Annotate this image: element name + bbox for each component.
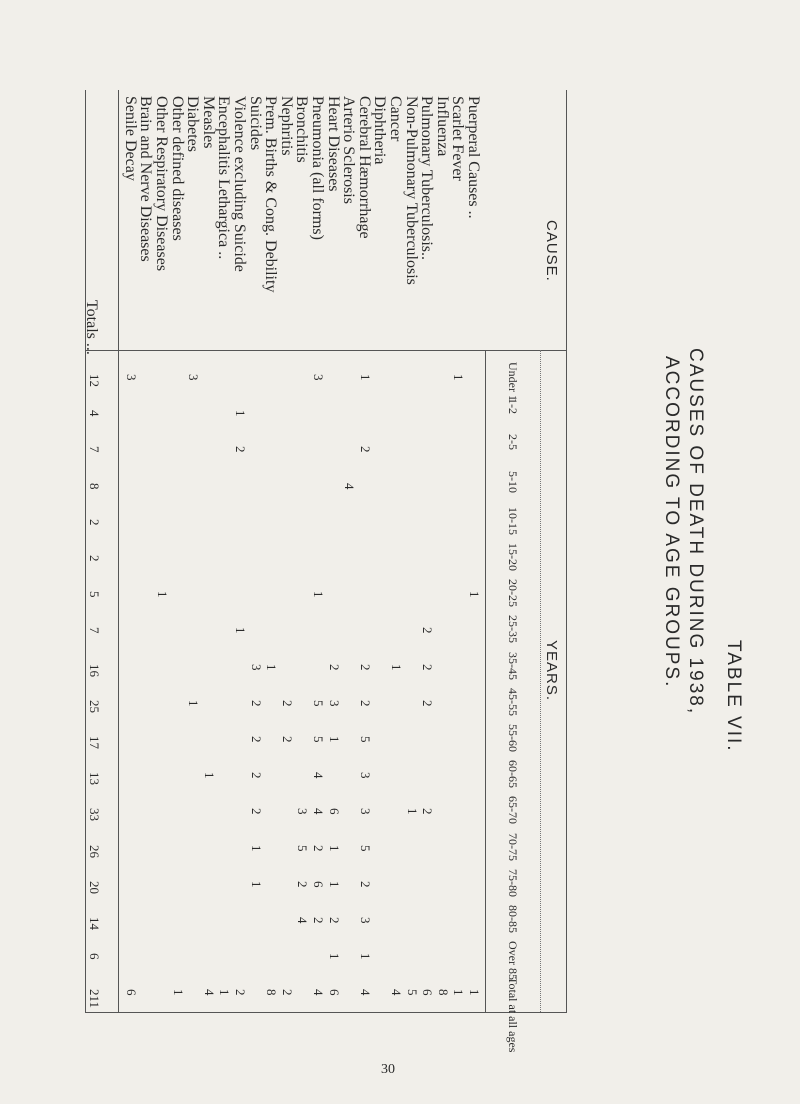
- years-header: YEARS.: [543, 640, 560, 702]
- table-cell: 4: [201, 989, 217, 996]
- table-cell: 3: [311, 374, 326, 381]
- table-cell: 2: [295, 880, 311, 888]
- table-cell: 3: [357, 808, 373, 815]
- table-cell: 2: [357, 663, 373, 671]
- total-cell: 2: [87, 518, 102, 526]
- table-cell: 2: [233, 989, 248, 996]
- subtitle-line-2: ACCORDING TO AGE GROUPS.: [661, 356, 682, 689]
- page-number: 30: [381, 1062, 395, 1077]
- cause-label: Arterio Sclerosis: [340, 96, 358, 204]
- table-cell: 3: [326, 699, 342, 707]
- age-group-header: 5-10: [506, 470, 520, 493]
- table-cell: 1: [217, 989, 233, 996]
- total-cell: 4: [87, 410, 102, 417]
- table-cell: 4: [295, 917, 311, 924]
- table-cell: 2: [420, 627, 436, 634]
- table-cell: 2: [357, 880, 373, 888]
- age-group-header: Over 85: [506, 941, 520, 981]
- table-cell: 2: [357, 699, 373, 707]
- table-cell: 4: [311, 772, 326, 779]
- table-cell: 1: [451, 989, 467, 996]
- cause-label: Other Respiratory Diseases: [153, 96, 170, 272]
- total-cell: 2: [87, 555, 102, 562]
- table-cell: 1: [155, 591, 170, 598]
- cause-label: Heart Diseases: [324, 96, 342, 192]
- table-cell: 8: [264, 989, 280, 996]
- table-cell: 2: [279, 736, 295, 743]
- table-cell: 2: [233, 446, 248, 453]
- total-cell: 14: [87, 917, 102, 930]
- age-group-header: 80-85: [506, 905, 520, 933]
- table-cell: 3: [357, 772, 373, 779]
- table-cell: 2: [311, 917, 326, 924]
- table-cell: 6: [123, 989, 139, 996]
- table-cell: 5: [311, 699, 326, 707]
- age-group-header: 1-2: [506, 398, 520, 415]
- age-group-header: 10-15: [506, 506, 520, 535]
- table-border-right: [566, 90, 567, 1012]
- cause-label: Measles: [199, 96, 217, 149]
- cause-label: Violence excluding Suicide: [231, 96, 248, 272]
- total-cell: 211: [87, 989, 102, 1009]
- table-cell: 2: [248, 772, 264, 779]
- table-title: TABLE VII.: [723, 640, 744, 753]
- table-cell: 1: [467, 591, 482, 598]
- total-cell: 33: [87, 808, 102, 822]
- total-cell: 7: [87, 446, 102, 453]
- table-border-bottom: [85, 1012, 567, 1013]
- table-cell: 1: [326, 880, 342, 888]
- cause-label: Pulmonary Tuberculosis..: [418, 96, 436, 261]
- cause-label: Senile Decay: [121, 96, 139, 181]
- table-cell: 6: [420, 989, 436, 996]
- table-cell: 1: [326, 736, 342, 743]
- table-cell: 1: [186, 699, 202, 707]
- table-cell: 1: [326, 953, 342, 960]
- age-group-header: 20-25: [506, 579, 520, 608]
- table-cell: 2: [326, 663, 342, 671]
- cause-label: Prem. Births & Cong. Debility: [262, 96, 280, 293]
- table-cell: 2: [357, 446, 373, 453]
- age-group-header: 55-60: [506, 724, 520, 752]
- age-group-header: 70-75: [506, 832, 520, 861]
- table-cell: 3: [295, 808, 311, 815]
- total-cell: 16: [87, 663, 102, 677]
- cause-label: Brain and Nerve Diseases: [137, 96, 155, 262]
- cause-label: Pneumonia (all forms): [309, 96, 326, 240]
- table-cell: 6: [326, 989, 342, 996]
- age-header-separator: [485, 350, 486, 1012]
- table-cell: 3: [186, 374, 202, 381]
- table-cell: 2: [248, 736, 264, 743]
- table-cell: 2: [248, 808, 264, 815]
- table-cell: 4: [357, 989, 373, 996]
- table-cell: 8: [435, 989, 451, 996]
- age-group-header: Under 1: [506, 362, 520, 401]
- table-cell: 1: [311, 591, 326, 598]
- age-group-header: 35-45: [506, 651, 520, 680]
- table-cell: 2: [420, 663, 436, 671]
- table-cell: 1: [467, 989, 482, 996]
- table-cell: 1: [201, 772, 217, 779]
- table-cell: 6: [326, 808, 342, 815]
- cause-label: Diabetes: [184, 96, 202, 152]
- table-cell: 5: [357, 736, 373, 743]
- table-cell: 1: [357, 374, 373, 381]
- age-group-header: 15-20: [506, 543, 520, 571]
- table-cell: 1: [451, 374, 467, 381]
- table-cell: 2: [420, 808, 436, 815]
- cause-label: Non-Pulmonary Tuberculosis: [402, 96, 420, 285]
- table-cell: 1: [264, 663, 280, 671]
- cause-label: Diphtheria: [371, 96, 389, 165]
- total-cell: 26: [87, 844, 102, 858]
- cause-label: Nephritis: [277, 96, 295, 156]
- table-cell: 5: [404, 989, 420, 996]
- total-cell: 12: [87, 374, 102, 387]
- total-cell: 13: [87, 772, 102, 786]
- totals-label: Totals ...: [83, 300, 100, 355]
- table-border-left: [85, 90, 86, 1012]
- table-cell: 2: [248, 699, 264, 707]
- table-cell: 1: [170, 989, 186, 996]
- header-separator: [85, 350, 567, 351]
- table-cell: 3: [248, 663, 264, 671]
- table-cell: 4: [311, 808, 326, 815]
- table-cell: 1: [248, 844, 264, 852]
- table-cell: 5: [295, 844, 311, 852]
- table-cell: 2: [311, 844, 326, 852]
- table-cell: 2: [420, 699, 436, 707]
- table-cell: 1: [233, 627, 248, 634]
- table-cell: 6: [311, 880, 326, 888]
- table-cell: 1: [248, 880, 264, 888]
- cause-label: Suicides: [246, 96, 264, 151]
- table-cell: 3: [357, 917, 373, 924]
- age-group-header: 65-70: [506, 796, 520, 825]
- table-cell: 1: [389, 663, 404, 671]
- table-cell: 2: [279, 989, 295, 996]
- total-cell: 20: [87, 880, 102, 894]
- table-cell: 1: [357, 953, 373, 960]
- table-cell: 5: [357, 844, 373, 852]
- years-separator: [540, 350, 541, 1012]
- age-group-header: 75-80: [506, 868, 520, 897]
- cause-header: CAUSE.: [543, 220, 560, 282]
- table-cell: 3: [123, 374, 139, 381]
- total-cell: 6: [87, 953, 102, 960]
- cause-label: Bronchitis: [293, 96, 311, 163]
- table-cell: 5: [311, 736, 326, 743]
- age-group-header: 25-35: [506, 615, 520, 644]
- cause-label: Puerperal Causes ..: [465, 96, 482, 219]
- table-cell: 4: [342, 482, 358, 490]
- table-cell: 2: [326, 917, 342, 924]
- total-cell: 25: [87, 699, 102, 713]
- total-cell: 5: [87, 591, 102, 598]
- cause-label: Cerebral Hæmorrhage: [355, 96, 373, 239]
- subtitle-line-1: CAUSES OF DEATH DURING 1938,: [685, 348, 706, 716]
- cause-label: Cancer: [387, 96, 404, 142]
- age-group-header: 60-65: [506, 760, 520, 789]
- totals-separator: [118, 90, 119, 1012]
- total-cell: 8: [87, 482, 102, 490]
- total-cell: 7: [87, 627, 102, 634]
- age-group-header: 2-5: [506, 434, 520, 451]
- age-group-header: 45-55: [506, 687, 520, 716]
- table-cell: 1: [326, 844, 342, 852]
- age-group-header: Total at all ages: [506, 977, 520, 1053]
- table-cell: 1: [404, 808, 420, 815]
- table-cell: 2: [279, 699, 295, 707]
- cause-label: Scarlet Fever: [449, 96, 467, 181]
- cause-label: Other defined diseases: [168, 96, 186, 241]
- table-cell: 4: [311, 989, 326, 996]
- table-cell: 4: [389, 989, 404, 996]
- cause-label: Influenza: [433, 96, 451, 157]
- cause-label: Encephalitis Lethargica ..: [215, 96, 233, 260]
- table-cell: 1: [233, 410, 248, 417]
- total-cell: 17: [87, 736, 102, 749]
